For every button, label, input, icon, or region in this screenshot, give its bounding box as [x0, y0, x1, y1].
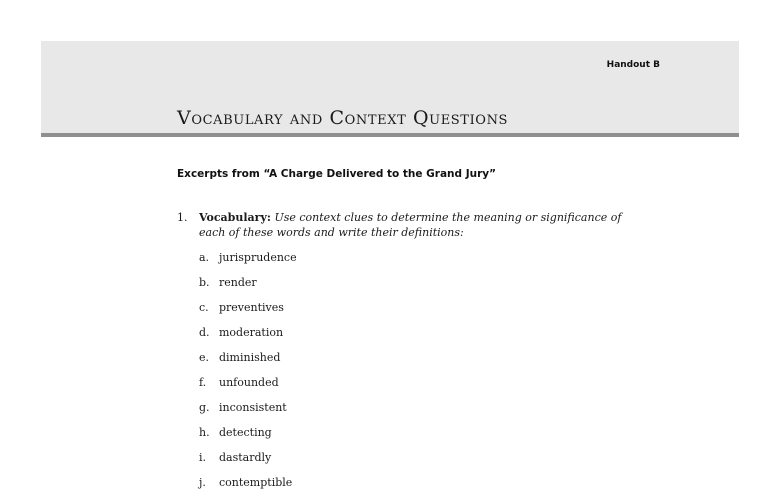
- question-label: Vocabulary:: [199, 211, 271, 224]
- vocab-word: unfounded: [219, 376, 279, 389]
- vocab-item: [199, 350, 297, 375]
- vocab-letter: e.: [199, 351, 210, 364]
- vocab-list: [199, 250, 297, 500]
- vocab-word: preventives: [219, 301, 284, 314]
- vocab-letter: j.: [199, 476, 206, 489]
- vocab-letter: a.: [199, 251, 210, 264]
- vocab-letter: i.: [199, 451, 207, 464]
- question-instructions: Use context clues to determine the meaning or significance of each of these words and write their definitions:: [199, 211, 622, 239]
- vocab-item: [199, 250, 297, 275]
- vocab-letter: c.: [199, 301, 209, 314]
- vocab-letter: b.: [199, 276, 210, 289]
- vocab-letter: g.: [199, 401, 210, 414]
- vocab-item: [199, 450, 297, 475]
- page-title: Vocabulary and Context Questions: [177, 107, 509, 129]
- question-text: [199, 210, 637, 240]
- vocab-letter: h.: [199, 426, 210, 439]
- vocab-item: [199, 400, 297, 425]
- question-1: [177, 210, 637, 240]
- vocab-word: dastardly: [219, 451, 272, 464]
- vocab-item: [199, 375, 297, 400]
- vocab-item: [199, 475, 297, 500]
- header-band: [41, 41, 739, 137]
- vocab-word: moderation: [219, 326, 284, 339]
- vocab-word: inconsistent: [219, 401, 287, 414]
- handout-label: Handout B: [606, 60, 660, 70]
- vocab-item: [199, 275, 297, 300]
- vocab-word: render: [219, 276, 257, 289]
- vocab-item: [199, 425, 297, 450]
- vocab-item: [199, 300, 297, 325]
- vocab-letter: f.: [199, 376, 207, 389]
- vocab-word: jurisprudence: [219, 251, 297, 264]
- vocab-word: contemptible: [219, 476, 293, 489]
- vocab-word: diminished: [219, 351, 281, 364]
- vocab-letter: d.: [199, 326, 210, 339]
- vocab-item: [199, 325, 297, 350]
- section-heading: Excerpts from “A Charge Delivered to the Grand Jury”: [177, 168, 496, 180]
- question-number: 1.: [177, 211, 188, 224]
- vocab-word: detecting: [219, 426, 272, 439]
